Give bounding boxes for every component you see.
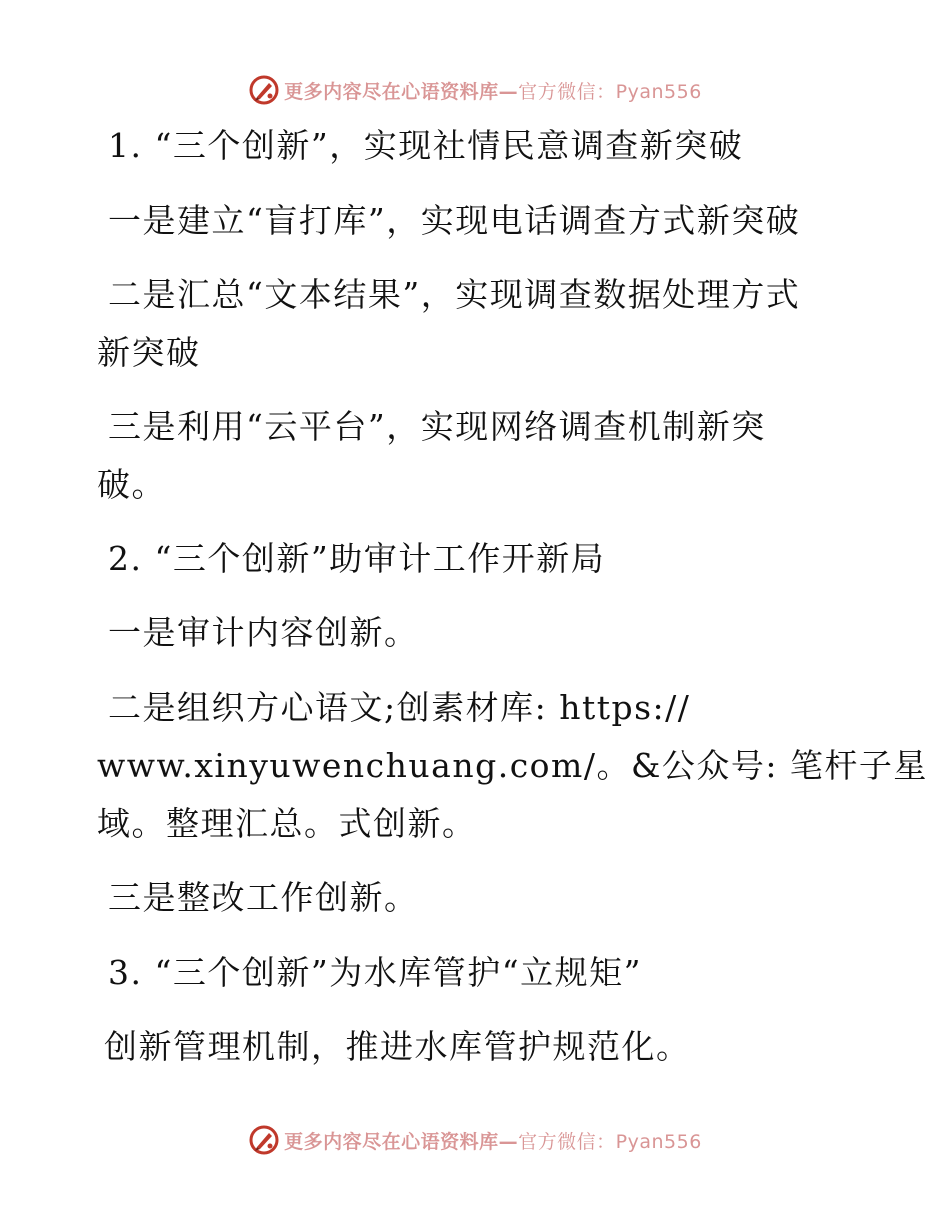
doc-line: 破。 [97, 465, 166, 504]
footer-banner-dash: — [498, 1130, 519, 1153]
header-banner-main: 更多内容尽在心语资料库 [284, 80, 499, 103]
doc-heading-1: 1. “三个创新”，实现社情民意调查新突破 [108, 126, 744, 165]
doc-line: www.xinyuwenchuang.com/。&公众号: 笔杆子星 [97, 746, 928, 785]
doc-line: 二是组织方心语文;创素材库: https:// [108, 688, 691, 727]
doc-heading-2: 2. “三个创新”助审计工作开新局 [108, 539, 606, 578]
header-banner-dash: — [498, 80, 519, 103]
doc-line: 新突破 [97, 333, 201, 372]
footer-banner [0, 1120, 950, 1160]
header-banner-wechat: 官方微信：Pyan556 [518, 80, 702, 103]
doc-line: 创新管理机制，推进水库管护规范化。 [104, 1027, 691, 1066]
doc-line: 一是审计内容创新。 [108, 613, 419, 652]
doc-heading-3: 3. “三个创新”为水库管护“立规矩” [108, 953, 642, 992]
doc-line: 一是建立“盲打库”，实现电话调查方式新突破 [108, 201, 801, 240]
pen-logo-icon [248, 1124, 280, 1156]
footer-banner-main: 更多内容尽在心语资料库 [284, 1130, 499, 1153]
doc-line: 三是利用“云平台”，实现网络调查机制新突 [108, 407, 766, 446]
doc-line: 三是整改工作创新。 [108, 878, 419, 917]
footer-banner-wechat: 官方微信：Pyan556 [518, 1130, 702, 1153]
doc-line: 域。整理汇总。式创新。 [97, 804, 477, 843]
doc-line: 二是汇总“文本结果”，实现调查数据处理方式 [108, 275, 801, 314]
